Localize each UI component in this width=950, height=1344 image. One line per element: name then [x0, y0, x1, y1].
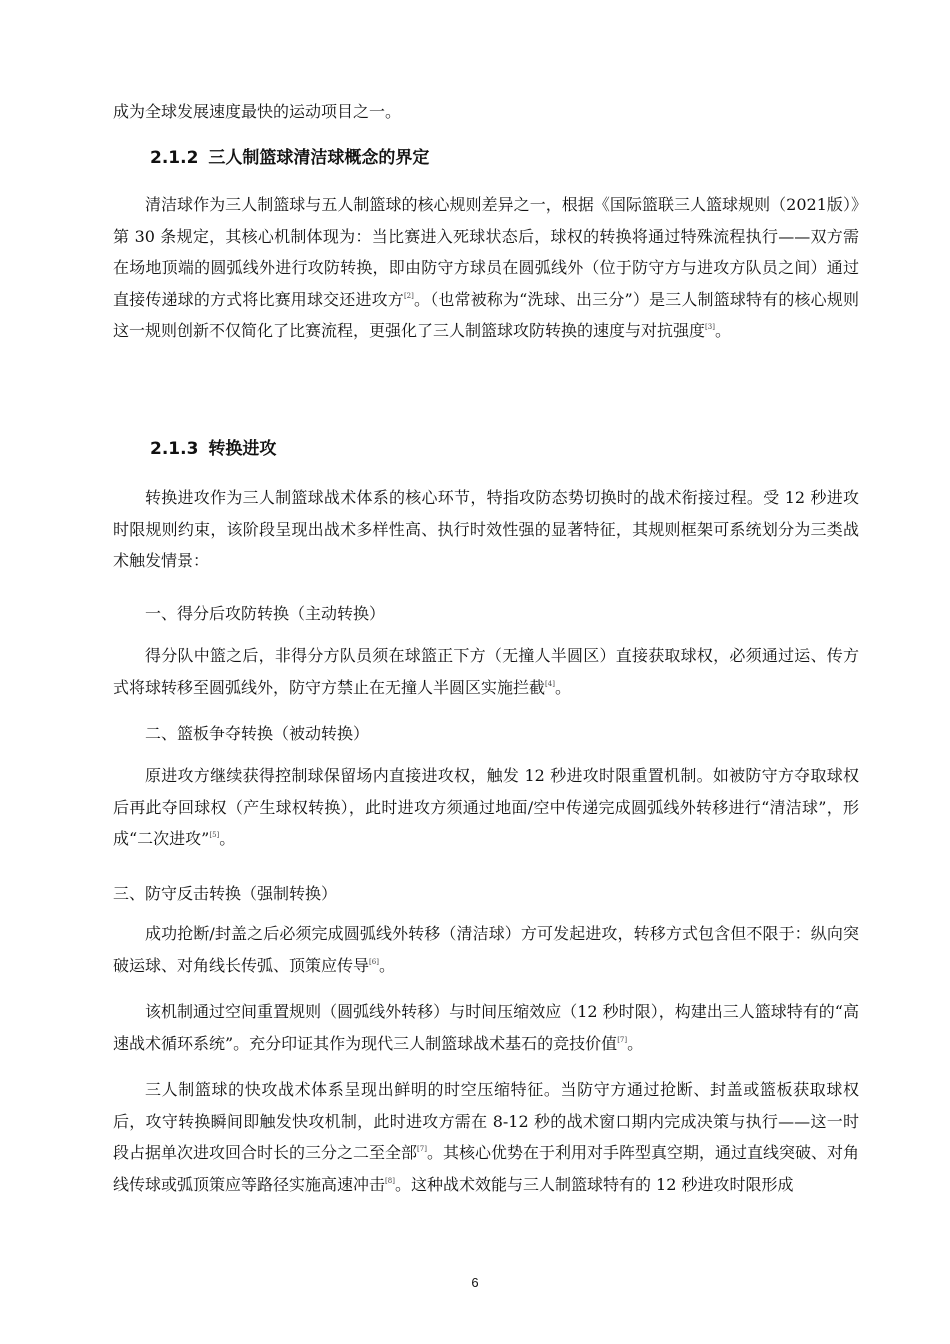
citation: [2]	[403, 291, 414, 300]
text-run: 三、防守反击转换（强制转换）	[113, 884, 338, 903]
list-item-text-1	[113, 640, 859, 703]
text-run: 。	[554, 677, 571, 697]
text-run: 。	[714, 321, 731, 340]
text-run: 。	[627, 1033, 644, 1053]
list-item-title-1	[113, 598, 859, 630]
text-run: 。	[378, 955, 395, 975]
paragraph-mechanism	[113, 996, 859, 1059]
text-run: 三人制篮球的快攻战术体系呈现出鲜明的时空压缩特征。当防守方通过抢断、封盖或篮板获取球权后，攻守转换瞬间即触发快攻机制，此时进攻方需在 8-12 秒的战术窗口期内完成决策与执行——这一时段占据单次进攻回合时长的三分之二至全部	[113, 1080, 859, 1162]
citation: [6]	[369, 957, 379, 966]
section-title: 转换进攻	[208, 439, 277, 459]
text-run: 成功抢断/封盖之后必须完成圆弧线外转移（清洁球）方可发起进攻，转移方式包含但不限于：纵向突破运球、对角线长传弧、顶策应传导	[113, 924, 859, 975]
text-run: 。	[219, 829, 236, 848]
paragraph-transition-offense	[113, 482, 859, 577]
text-run: 转换进攻作为三人制篮球战术体系的核心环节，特指攻防态势切换时的战术衔接过程。受 12 秒进攻时限规则约束，该阶段呈现出战术多样性高、执行时效性强的显著特征，其规则框架可系统划分为三类战术触发情景：	[113, 488, 859, 570]
intro-text: 成为全球发展速度最快的运动项目之一。	[113, 102, 402, 121]
list-item-title-3	[113, 878, 859, 910]
citation: [7]	[417, 1145, 427, 1153]
section-number: 2.1.2	[150, 148, 199, 168]
citation: [7]	[617, 1035, 628, 1044]
section-heading-2-1-2	[150, 146, 429, 170]
list-item-title-2	[113, 718, 859, 750]
page-number: 6	[471, 1275, 479, 1290]
text-run: 。（也常被称为“洗球、出三分”）是三人制篮球特有的核心规则这一规则创新不仅简化了比赛流程，更强化了三人制篮球攻防转换的速度与对抗强度	[113, 289, 859, 340]
citation: [8]	[385, 1176, 395, 1185]
citation: [4]	[545, 679, 555, 688]
text-run: 清洁球作为三人制篮球与五人制篮球的核心规则差异之一，根据《国际篮联三人篮球规则（2021版）》第 30 条规定，其核心机制体现为：当比赛进入死球状态后，球权的转换将通过特殊流程执行——双方需在场地顶端的圆弧线外进行攻防转换，即由防守方球员在圆弧线外（位于防守方与进攻方队员之间）通过直接传递球的方式将比赛用球交还进攻方	[113, 195, 859, 309]
list-item-text-3	[113, 918, 859, 981]
text-run: 得分队中篮之后，非得分方队员须在球篮正下方（无撞人半圆区）直接获取球权，必须通过运、传方式将球转移至圆弧线外，防守方禁止在无撞人半圆区实施拦截	[113, 646, 859, 697]
citation: [5]	[209, 831, 220, 839]
text-run: 一、得分后攻防转换（主动转换）	[145, 604, 386, 623]
paragraph-clean-ball-definition	[113, 189, 859, 347]
section-number: 2.1.3	[150, 439, 199, 459]
section-title: 三人制篮球清洁球概念的界定	[208, 148, 430, 168]
text-run: 二、篮板争夺转换（被动转换）	[145, 724, 370, 743]
citation: [3]	[705, 323, 715, 331]
list-item-text-2	[113, 760, 859, 855]
text-run: 原进攻方继续获得控制球保留场内直接进攻权，触发 12 秒进攻时限重置机制。如被防守方夺取球权后再此夺回球权（产生球权转换），此时进攻方须通过地面/空中传递完成圆弧线外转移进行“清洁球”，形成“二次进攻”	[113, 766, 859, 848]
intro-paragraph	[113, 96, 859, 128]
paragraph-fast-break	[113, 1074, 859, 1200]
section-heading-2-1-3	[150, 437, 276, 461]
text-run: 。其核心优势在于利用对手阵型真空期，通过直线突破、对角线传球或弧顶策应等路径实施高速冲击	[113, 1143, 859, 1194]
text-run: 。这种战术效能与三人制篮球特有的 12 秒进攻时限形成	[394, 1174, 794, 1194]
text-run: 该机制通过空间重置规则（圆弧线外转移）与时间压缩效应（12 秒时限），构建出三人篮球特有的“高速战术循环系统”。充分印证其作为现代三人制篮球战术基石的竞技价值	[113, 1002, 859, 1053]
